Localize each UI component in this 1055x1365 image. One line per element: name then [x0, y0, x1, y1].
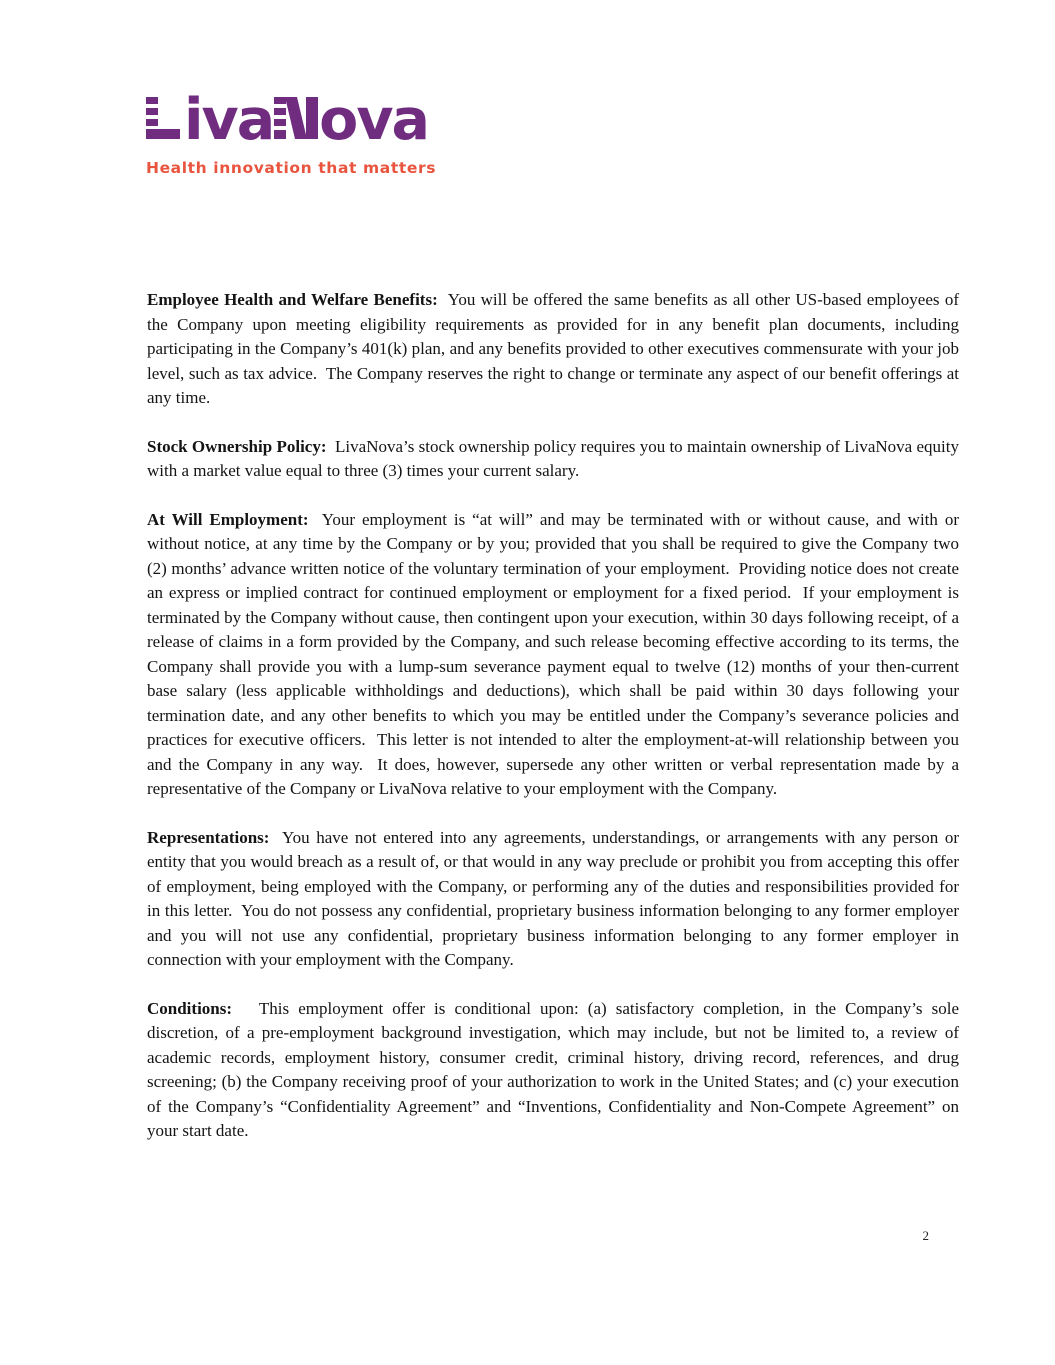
paragraph-conditions	[147, 997, 959, 1144]
paragraph-representations	[147, 826, 959, 973]
letterhead	[146, 87, 437, 177]
paragraph-body: You have not entered into any agreements, understandings, or arrangements with any person or entity that you would breach as a result of, or that would in any way preclude or prohibit you from accepting this offer of employment, being employed with the Company, or performing any of the duties and responsibilities provided for in this letter. You do not possess any confidential, proprietary business information belonging to any former employer and you will not use any confidential, proprietary business information belonging to any former employer in connection with your employment with the Company.	[147, 827, 959, 969]
paragraph-at-will-employment	[147, 508, 959, 802]
logo-tagline: Health innovation that matters	[146, 159, 437, 177]
paragraph-body: You will be offered the same benefits as all other US-based employees of the Company upon meeting eligibility requirements as provided for in any benefit plan documents, including participating in the Company’s 401(k) plan, and any benefits provided to other executives commensurate with your job level, such as tax advice. The Company reserves the right to change or terminate any aspect of our benefit offerings at any time.	[147, 290, 959, 407]
paragraph-heading: Representations:	[147, 827, 270, 847]
paragraph-heading: Employee Health and Welfare Benefits:	[147, 290, 438, 309]
livanova-logo	[146, 87, 436, 153]
page-number: 2	[922, 1228, 929, 1243]
logo-letter-l-icon	[146, 97, 182, 139]
paragraph-body: Your employment is “at will” and may be terminated with or without cause, and with or without notice, at any time by the Company or by you; provided that you shall be required to give the Company two (2) months’ advance written notice of the voluntary termination of your employment. Providing notice does not create an express or implied contract for continued employment or employment for a fixed period. If your employment is terminated by the Company without cause, then contingent upon your execution, within 30 days following receipt, of a release of claims in a form provided by the Company, and such release becoming effective according to its terms, the Company shall provide you with a lump-sum severance payment equal to twelve (12) months of your then-current base salary (less applicable withholdings and deductions), which shall be paid within 30 days following your termination date, and any other benefits to which you may be entitled under the Company’s severance policies and practices for executive officers. This letter is not intended to alter the employment-at-will relationship between you and the Company in any way. It does, however, supersede any other written or verbal representation made by a representative of the Company or LivaNova relative to your employment with the Company.	[147, 509, 959, 798]
paragraph-heading: Conditions:	[147, 998, 233, 1018]
logo-letter-n-icon	[274, 97, 318, 139]
logo-text-iva: iva	[184, 87, 274, 153]
paragraph-body: LivaNova’s stock ownership policy requires you to maintain ownership of LivaNova equity with a market value equal to three (3) times your current salary.	[147, 436, 959, 480]
paragraph-heading: Stock Ownership Policy:	[147, 436, 327, 456]
letter-body	[147, 288, 959, 1168]
paragraph-body: This employment offer is conditional upon: (a) satisfactory completion, in the Company’s sole discretion, of a pre-employment background investigation, which may include, but not be limited to, a review of academic records, employment history, consumer credit, criminal history, driving record, references, and drug screening; (b) the Company receiving proof of your authorization to work in the United States; and (c) your execution of the Company’s “Confidentiality Agreement” and “Inventions, Confidentiality and Non-Compete Agreement” on your start date.	[147, 998, 959, 1140]
logo-text-ova: ova	[319, 87, 428, 153]
paragraph-stock-ownership-policy	[147, 435, 959, 484]
paragraph-employee-health-welfare-benefits	[147, 288, 959, 411]
paragraph-heading: At Will Employment:	[147, 509, 309, 529]
